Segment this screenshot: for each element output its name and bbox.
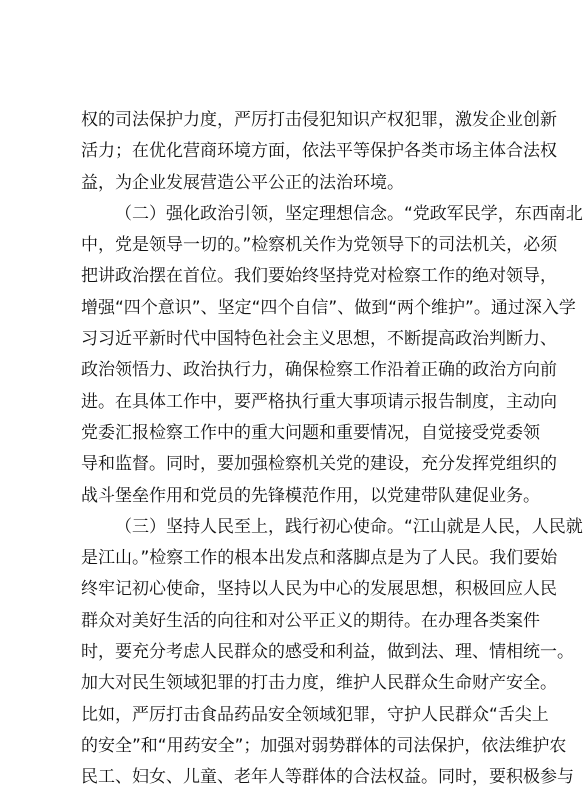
text-line: 益，为企业发展营造公平公正的法治环境。: [81, 172, 404, 193]
text-line: 的安全”和“用药安全”；加强对弱势群体的司法保护，依法维护农: [81, 735, 567, 756]
text-line: 群众对美好生活的向往和对公平正义的期待。在办理各类案件: [81, 610, 540, 631]
document-body: [81, 105, 583, 794]
section-3-heading-line: （三）坚持人民至上，践行初心使命。“江山就是人民，人民就: [115, 516, 583, 537]
text-line: 比如，严厉打击食品药品安全领域犯罪，守护人民群众“舌尖上: [81, 704, 549, 725]
text-line: 把讲政治摆在首位。我们要始终坚持党对检察工作的绝对领导，: [81, 266, 557, 287]
text-line: 终牢记初心使命，坚持以人民为中心的发展思想，积极回应人民: [81, 579, 557, 600]
text-line: 权的司法保护力度，严厉打击侵犯知识产权犯罪，激发企业创新: [81, 110, 557, 130]
text-line: 是江山。”检察工作的根本出发点和落脚点是为了人民。我们要始: [81, 548, 558, 569]
text-line: 中，党是领导一切的。”检察机关作为党领导下的司法机关，必须: [81, 235, 558, 256]
text-line: 习习近平新时代中国特色社会主义思想，不断提高政治判断力、: [81, 329, 557, 350]
text-line: 民工、妇女、儿童、老年人等群体的合法权益。同时，要积极参与: [81, 767, 574, 788]
text-line: 战斗堡垒作用和党员的先锋模范作用，以党建带队建促业务。: [81, 485, 540, 506]
text-line: 党委汇报检察工作中的重大问题和重要情况，自觉接受党委领: [81, 422, 540, 443]
text-line: 时，要充分考虑人民群众的感受和利益，做到法、理、情相统一。: [81, 642, 574, 663]
section-2-heading-line: （二）强化政治引领，坚定理想信念。“党政军民学，东西南北: [115, 203, 583, 224]
text-line: 活力；在优化营商环境方面，依法平等保护各类市场主体合法权: [81, 141, 557, 162]
text-line: 政治领悟力、政治执行力，确保检察工作沿着正确的政治方向前: [81, 360, 557, 381]
text-line: 进。在具体工作中，要严格执行重大事项请示报告制度，主动向: [81, 391, 557, 412]
text-line: 导和监督。同时，要加强检察机关党的建设，充分发挥党组织的: [81, 454, 557, 475]
text-line: 增强“四个意识”、坚定“四个自信”、做到“两个维护”。通过深入学: [81, 297, 576, 318]
text-line: 加大对民生领域犯罪的打击力度，维护人民群众生命财产安全。: [81, 673, 557, 694]
